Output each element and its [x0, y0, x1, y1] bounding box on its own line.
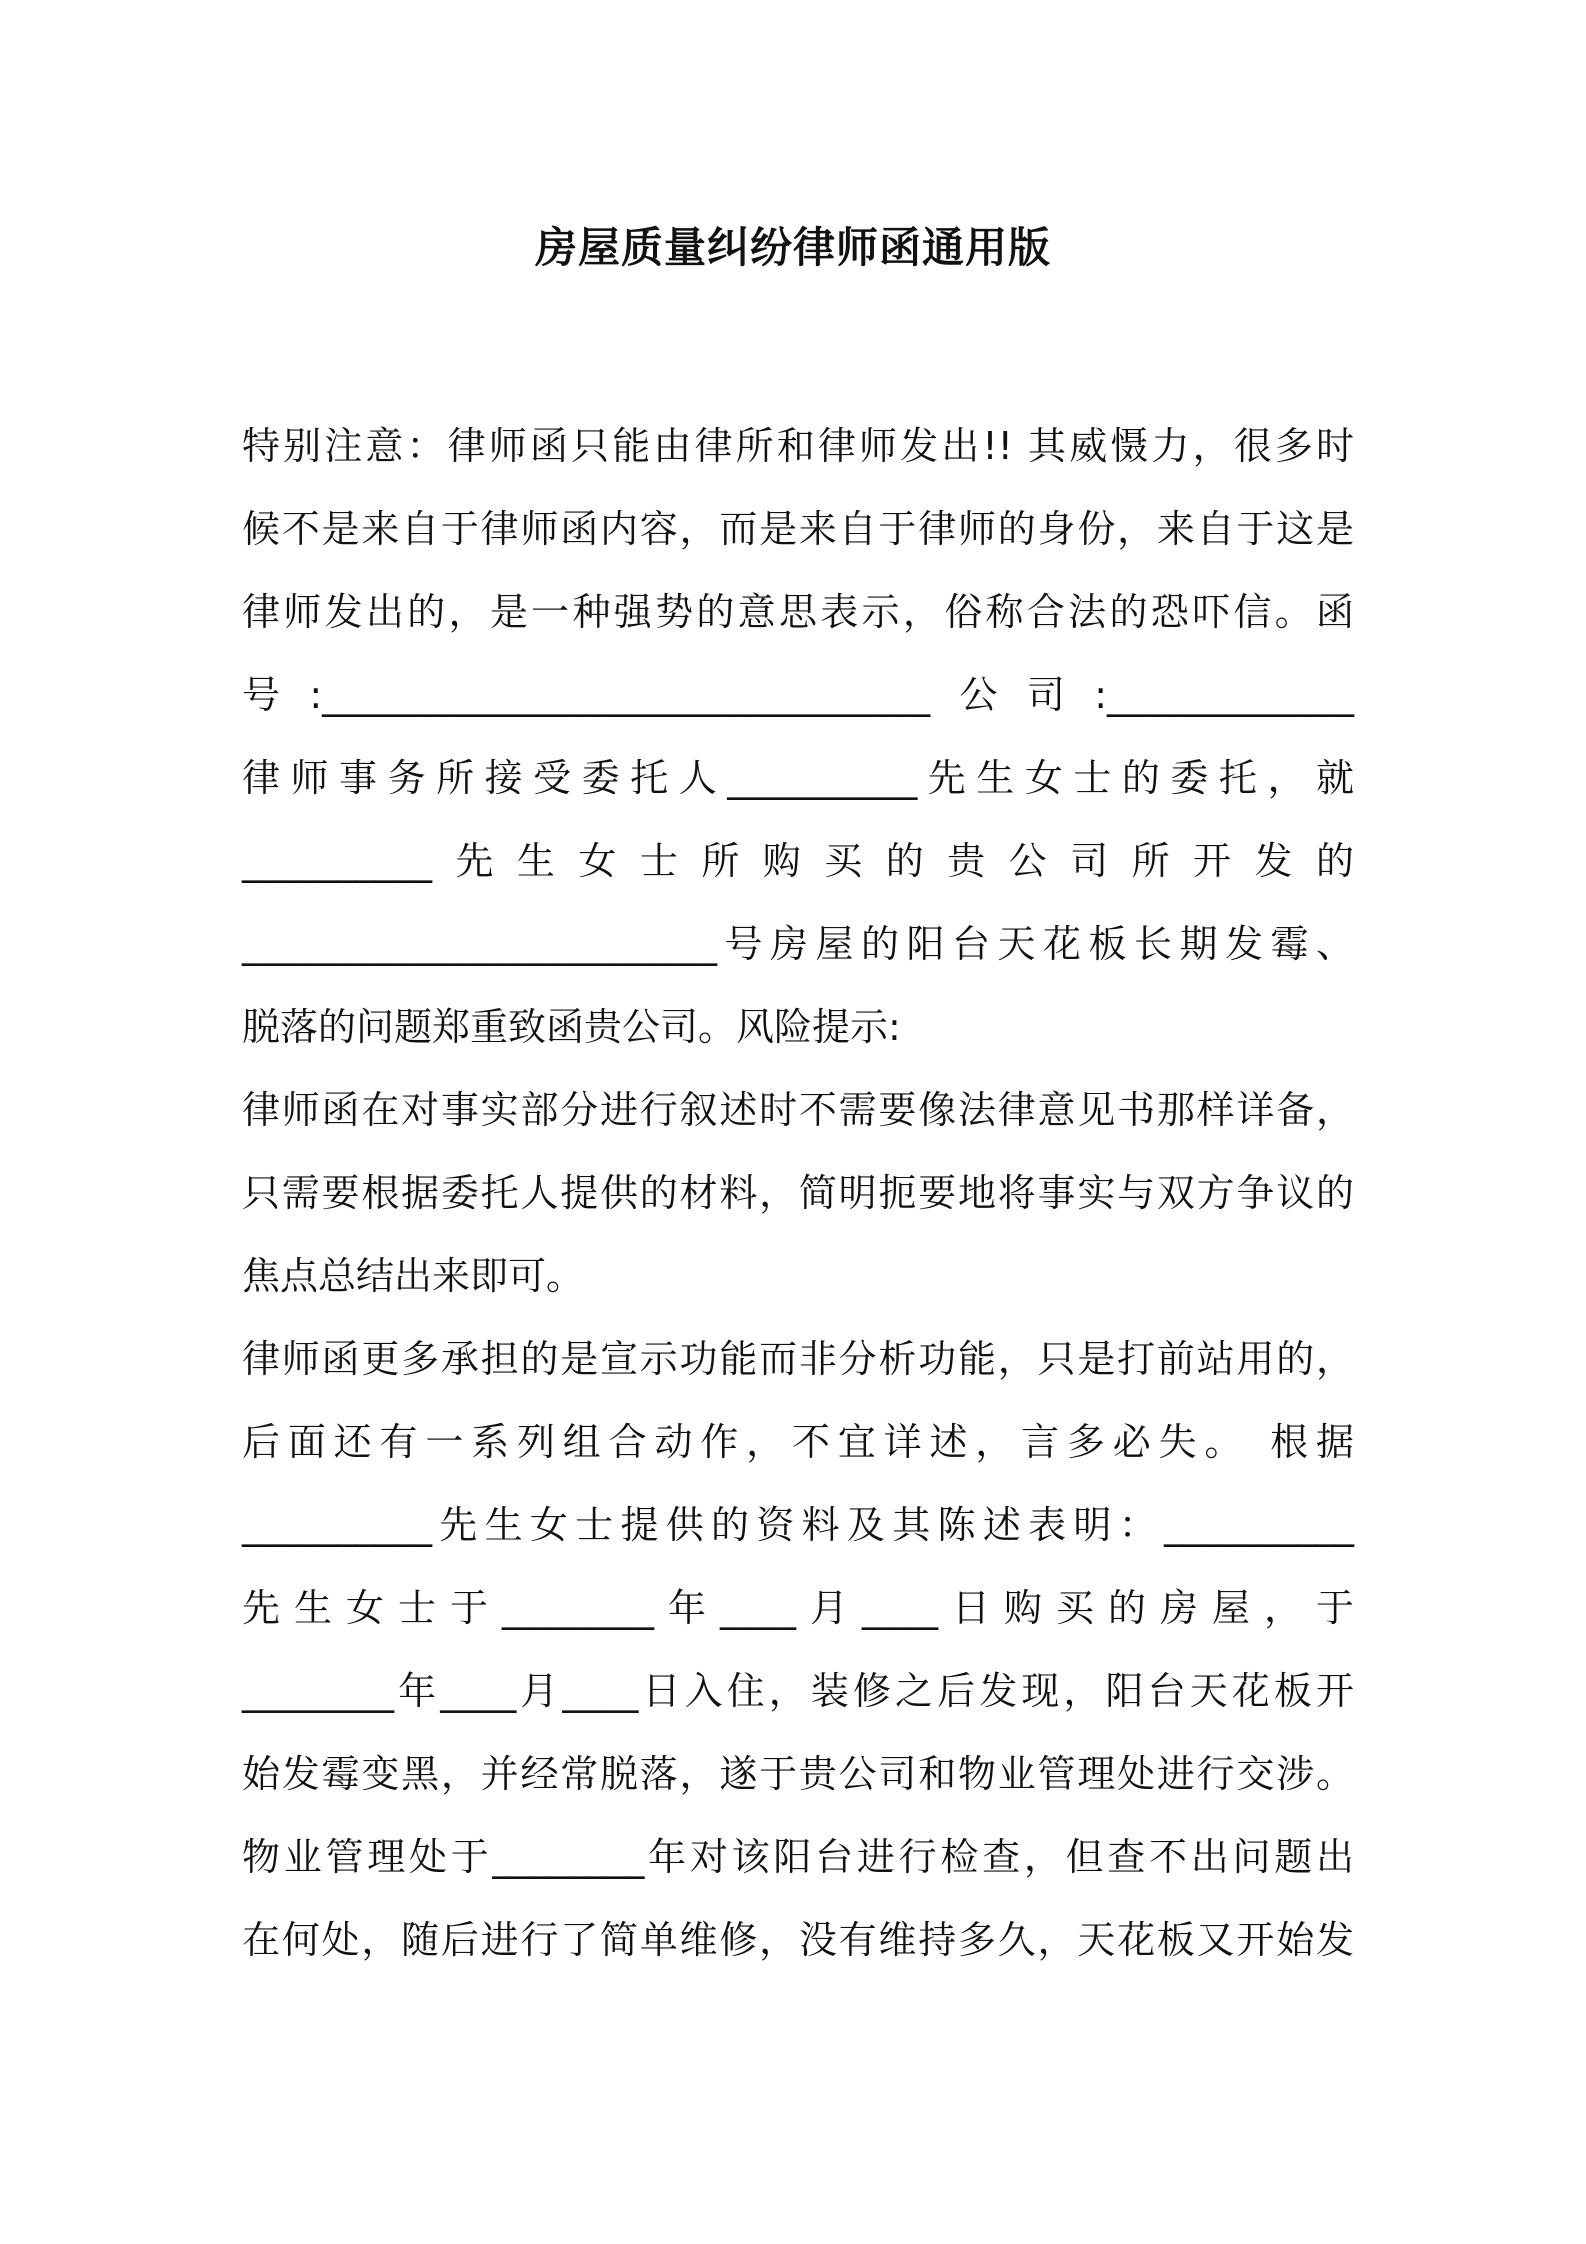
body-line: 律师事务所接受委托人__________先生女士的委托，就 [242, 756, 1354, 800]
body-line: 脱落的问题郑重致函贵公司。风险提示: [242, 1005, 901, 1049]
body-line: 始发霉变黑，并经常脱落，遂于贵公司和物业管理处进行交涉。 [242, 1752, 1354, 1796]
body-line: 律师发出的，是一种强势的意思表示，俗称合法的恐吓信。函 [242, 590, 1354, 634]
body-line: 律师函在对事实部分进行叙述时不需要像法律意见书那样详备， [242, 1088, 1354, 1132]
body-line: 焦点总结出来即可。 [242, 1254, 585, 1298]
body-line: __________先生女士提供的资料及其陈述表明：__________ [242, 1503, 1354, 1547]
body-line: 后面还有一系列组合动作，不宜详述，言多必失。 根据 [242, 1420, 1354, 1464]
body-line: 候不是来自于律师函内容，而是来自于律师的身份，来自于这是 [242, 507, 1354, 551]
body-line: 特别注意：律师函只能由律所和律师发出!! 其威慑力，很多时 [242, 424, 1354, 468]
body-line: _________________________号房屋的阳台天花板长期发霉、 [242, 922, 1354, 966]
document-title: 房屋质量纠纷律师函通用版 [534, 223, 1051, 272]
body-line: 只需要根据委托人提供的材料，简明扼要地将事实与双方争议的 [242, 1171, 1354, 1215]
body-line: 律师函更多承担的是宣示功能而非分析功能，只是打前站用的， [242, 1337, 1354, 1381]
body-line: 号:________________________________公司:_____________ [242, 673, 1354, 717]
body-line: __________先生女士所购买的贵公司所开发的 [242, 839, 1354, 883]
body-line: ________年____月____日入住，装修之后发现，阳台天花板开 [242, 1669, 1354, 1713]
body-line: 先生女士于________年____月____日购买的房屋，于 [242, 1586, 1354, 1630]
body-line: 在何处，随后进行了简单维修，没有维持多久，天花板又开始发 [242, 1918, 1354, 1962]
document-body [242, 405, 1354, 1982]
body-line: 物业管理处于________年对该阳台进行检查，但查不出问题出 [242, 1835, 1354, 1879]
